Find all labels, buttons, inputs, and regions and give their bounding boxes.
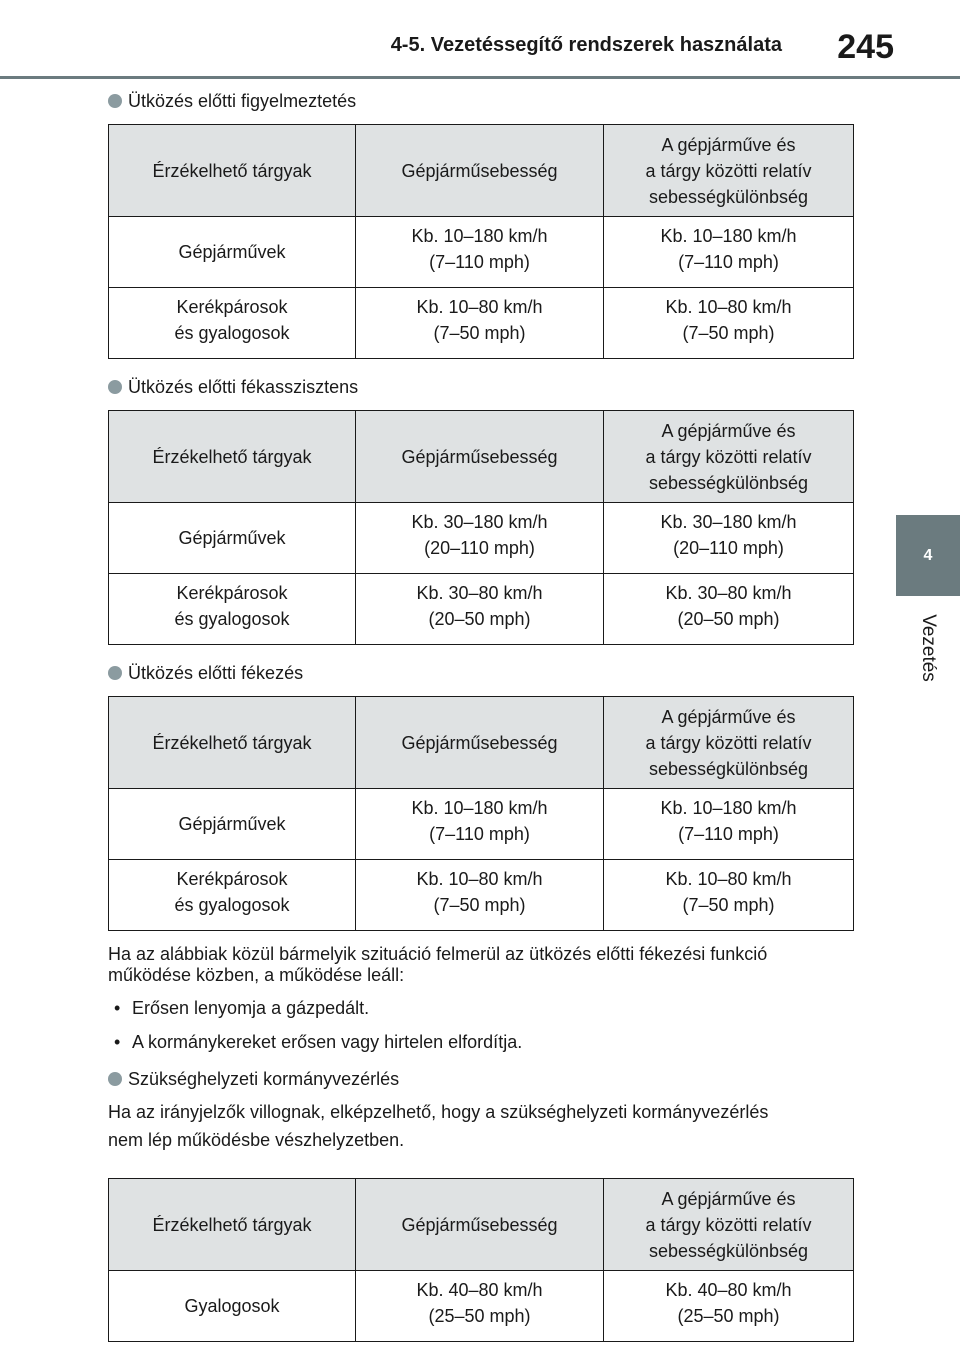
relative-speed-cell: Kb. 30–80 km/h (20–50 mph) bbox=[604, 574, 854, 645]
bullet-icon bbox=[108, 380, 122, 394]
detection-table bbox=[108, 410, 854, 645]
table-header-row bbox=[109, 697, 854, 789]
bullet-icon bbox=[108, 1072, 122, 1086]
page-number: 245 bbox=[837, 28, 894, 66]
speed-cell: Kb. 10–80 km/h (7–50 mph) bbox=[356, 860, 604, 931]
header-cell: A gépjárműve és a tárgy közötti relatív sebességkülönbség bbox=[604, 411, 854, 503]
subject-cell: Gyalogosok bbox=[109, 1271, 356, 1342]
chapter-number: 4 bbox=[923, 546, 933, 564]
list-item bbox=[114, 1030, 853, 1054]
header-cell: Érzékelhető tárgyak bbox=[109, 411, 356, 503]
table-header-row bbox=[109, 125, 854, 217]
header-cell: Gépjárműsebesség bbox=[356, 697, 604, 789]
speed-cell: Kb. 10–180 km/h (7–110 mph) bbox=[356, 789, 604, 860]
header-cell: Érzékelhető tárgyak bbox=[109, 125, 356, 217]
table-row bbox=[109, 288, 854, 359]
detection-table bbox=[108, 696, 854, 931]
bullet-icon bbox=[108, 94, 122, 108]
speed-cell: Kb. 10–80 km/h (7–50 mph) bbox=[356, 288, 604, 359]
section-title: 4-5. Vezetéssegítő rendszerek használata bbox=[390, 34, 782, 56]
section-heading bbox=[108, 658, 853, 688]
table-row bbox=[109, 503, 854, 574]
detection-table bbox=[108, 124, 854, 359]
table-row bbox=[109, 789, 854, 860]
subject-cell: Gépjárművek bbox=[109, 789, 356, 860]
page-content bbox=[108, 86, 853, 1355]
speed-cell: Kb. 10–180 km/h (7–110 mph) bbox=[356, 217, 604, 288]
section-heading bbox=[108, 86, 853, 116]
speed-cell: Kb. 30–80 km/h (20–50 mph) bbox=[356, 574, 604, 645]
speed-cell: Kb. 40–80 km/h (25–50 mph) bbox=[356, 1271, 604, 1342]
relative-speed-cell: Kb. 30–180 km/h (20–110 mph) bbox=[604, 503, 854, 574]
list-item-text: Erősen lenyomja a gázpedált. bbox=[132, 998, 370, 1018]
section-heading-text: Szükséghelyzeti kormányvezérlés bbox=[128, 1069, 400, 1089]
table-row bbox=[109, 860, 854, 931]
table-row bbox=[109, 1271, 854, 1342]
header-cell: Gépjárműsebesség bbox=[356, 125, 604, 217]
braking-note-paragraph: Ha az alábbiak közül bármelyik szituáció felmerül az ütközés előtti fékezési funkció működése közben, a működése leáll: bbox=[108, 944, 768, 985]
detection-table bbox=[108, 1178, 854, 1342]
header-cell: A gépjárműve és a tárgy közötti relatív sebességkülönbség bbox=[604, 125, 854, 217]
section-heading bbox=[108, 372, 853, 402]
relative-speed-cell: Kb. 40–80 km/h (25–50 mph) bbox=[604, 1271, 854, 1342]
table-row bbox=[109, 574, 854, 645]
steering-paragraph: Ha az irányjelzők villognak, elképzelhető, hogy a szükséghelyzeti kormányvezérlés nem lép működésbe vészhelyzetben. bbox=[108, 1102, 769, 1150]
relative-speed-cell: Kb. 10–80 km/h (7–50 mph) bbox=[604, 288, 854, 359]
page-header bbox=[0, 0, 960, 80]
relative-speed-cell: Kb. 10–180 km/h (7–110 mph) bbox=[604, 789, 854, 860]
section-heading-text: Ütközés előtti fékezés bbox=[128, 663, 304, 683]
bullet-icon bbox=[108, 666, 122, 680]
header-cell: Gépjárműsebesség bbox=[356, 411, 604, 503]
subject-cell: Kerékpárosok és gyalogosok bbox=[109, 288, 356, 359]
list-item-text: A kormánykereket erősen vagy hirtelen elfordítja. bbox=[132, 1032, 523, 1052]
header-cell: A gépjárműve és a tárgy közötti relatív sebességkülönbség bbox=[604, 697, 854, 789]
chapter-tab bbox=[896, 515, 960, 596]
relative-speed-cell: Kb. 10–180 km/h (7–110 mph) bbox=[604, 217, 854, 288]
subject-cell: Kerékpárosok és gyalogosok bbox=[109, 574, 356, 645]
speed-cell: Kb. 30–180 km/h (20–110 mph) bbox=[356, 503, 604, 574]
header-cell: Érzékelhető tárgyak bbox=[109, 1179, 356, 1271]
list-item bbox=[114, 996, 853, 1020]
header-cell: Gépjárműsebesség bbox=[356, 1179, 604, 1271]
header-cell: Érzékelhető tárgyak bbox=[109, 697, 356, 789]
table-header-row bbox=[109, 411, 854, 503]
section-heading-text: Ütközés előtti fékasszisztens bbox=[128, 377, 359, 397]
section-heading bbox=[108, 1064, 853, 1094]
subject-cell: Kerékpárosok és gyalogosok bbox=[109, 860, 356, 931]
table-header-row bbox=[109, 1179, 854, 1271]
header-divider bbox=[0, 76, 960, 79]
chapter-label: Vezetés bbox=[918, 614, 939, 682]
subject-cell: Gépjárművek bbox=[109, 503, 356, 574]
list-bullet: • bbox=[114, 998, 121, 1018]
table-row bbox=[109, 217, 854, 288]
list-bullet: • bbox=[114, 1032, 121, 1052]
relative-speed-cell: Kb. 10–80 km/h (7–50 mph) bbox=[604, 860, 854, 931]
section-heading-text: Ütközés előtti figyelmeztetés bbox=[128, 91, 357, 111]
subject-cell: Gépjárművek bbox=[109, 217, 356, 288]
header-cell: A gépjárműve és a tárgy közötti relatív sebességkülönbség bbox=[604, 1179, 854, 1271]
